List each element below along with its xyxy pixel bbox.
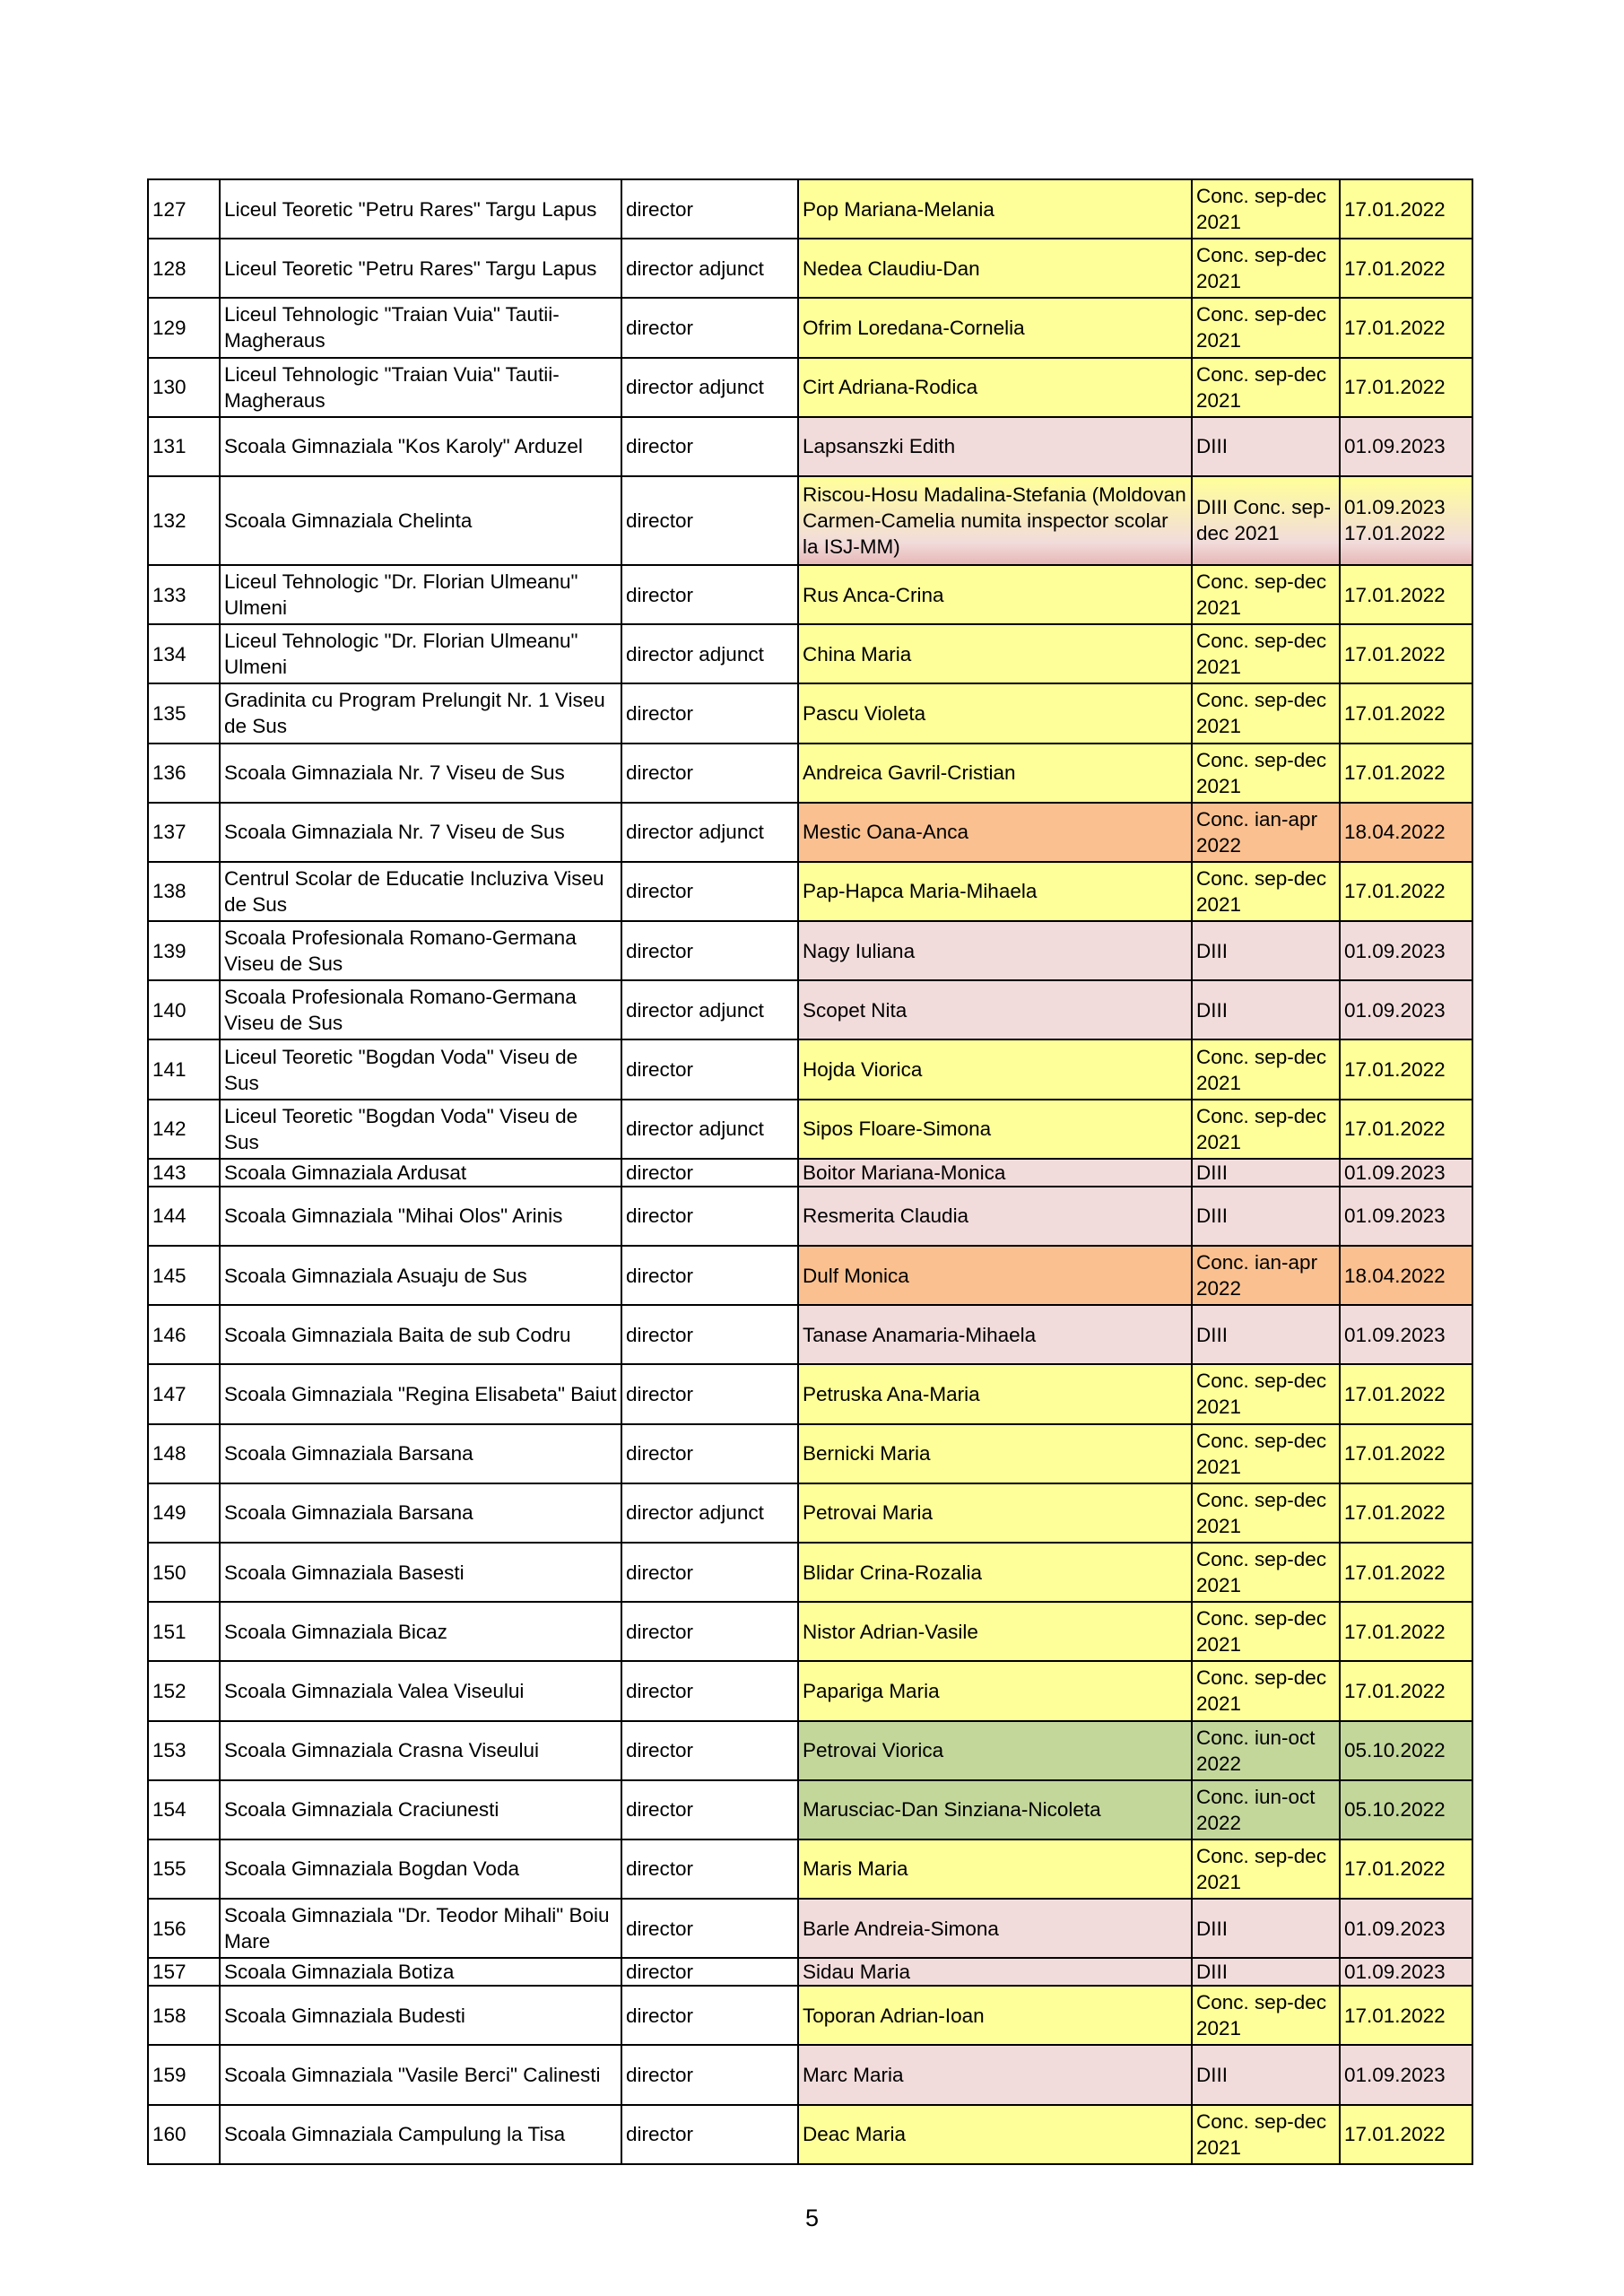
school-cell: Scoala Gimnaziala Barsana [220,1483,621,1543]
status-cell: Conc. ian-apr 2022 [1192,803,1340,862]
table-row [148,744,1472,803]
status-cell: DIII Conc. sep-dec 2021 [1192,476,1340,565]
table-row [148,179,1472,239]
person-name-cell: Nagy Iuliana [798,921,1192,980]
role-cell: director [621,1039,798,1099]
person-name-cell: Boitor Mariana-Monica [798,1159,1192,1187]
date-cell: 17.01.2022 [1340,744,1472,803]
table-row [148,921,1472,980]
school-cell: Liceul Tehnologic "Traian Vuia" Tautii-Magheraus [220,298,621,357]
date-cell: 17.01.2022 [1340,862,1472,921]
status-cell: Conc. sep-dec 2021 [1192,1100,1340,1159]
date-cell: 01.09.2023 [1340,1899,1472,1958]
date-cell: 01.09.2023 [1340,921,1472,980]
date-cell: 01.09.2023 [1340,1187,1472,1246]
row-number-cell: 155 [148,1839,220,1899]
date-cell: 17.01.2022 [1340,1483,1472,1543]
person-name-cell: Pap-Hapca Maria-Mihaela [798,862,1192,921]
school-cell: Scoala Gimnaziala "Dr. Teodor Mihali" Boiu Mare [220,1899,621,1958]
date-cell: 17.01.2022 [1340,1039,1472,1099]
table-row [148,1839,1472,1899]
role-cell: director [621,298,798,357]
school-cell: Scoala Gimnaziala Asuaju de Sus [220,1246,621,1305]
role-cell: director [621,179,798,239]
role-cell: director [621,1721,798,1780]
school-cell: Liceul Teoretic "Petru Rares" Targu Lapus [220,239,621,298]
row-number-cell: 131 [148,417,220,476]
status-cell: DIII [1192,1958,1340,1986]
school-cell: Scoala Gimnaziala Craciunesti [220,1780,621,1839]
status-cell: Conc. iun-oct 2022 [1192,1780,1340,1839]
date-cell: 01.09.2023 [1340,417,1472,476]
directors-table [147,178,1473,2165]
status-cell: Conc. sep-dec 2021 [1192,624,1340,683]
person-name-cell: Petruska Ana-Maria [798,1364,1192,1423]
status-cell: Conc. sep-dec 2021 [1192,862,1340,921]
date-cell: 17.01.2022 [1340,1602,1472,1661]
status-cell: Conc. sep-dec 2021 [1192,1661,1340,1720]
row-number-cell: 133 [148,565,220,624]
school-cell: Scoala Gimnaziala "Kos Karoly" Arduzel [220,417,621,476]
status-cell: Conc. sep-dec 2021 [1192,1839,1340,1899]
row-number-cell: 148 [148,1424,220,1483]
date-cell: 18.04.2022 [1340,803,1472,862]
status-cell: DIII [1192,1899,1340,1958]
row-number-cell: 145 [148,1246,220,1305]
school-cell: Liceul Teoretic "Bogdan Voda" Viseu de Sus [220,1039,621,1099]
school-cell: Scoala Gimnaziala Ardusat [220,1159,621,1187]
date-cell: 17.01.2022 [1340,1543,1472,1602]
status-cell: Conc. sep-dec 2021 [1192,239,1340,298]
person-name-cell: Marc Maria [798,2045,1192,2104]
person-name-cell: Tanase Anamaria-Mihaela [798,1305,1192,1364]
row-number-cell: 154 [148,1780,220,1839]
date-cell: 01.09.2023 [1340,980,1472,1039]
status-cell: Conc. ian-apr 2022 [1192,1246,1340,1305]
status-cell: DIII [1192,980,1340,1039]
person-name-cell: Marusciac-Dan Sinziana-Nicoleta [798,1780,1192,1839]
date-cell: 17.01.2022 [1340,1661,1472,1720]
person-name-cell: Barle Andreia-Simona [798,1899,1192,1958]
status-cell: DIII [1192,921,1340,980]
row-number-cell: 127 [148,179,220,239]
school-cell: Scoala Gimnaziala "Vasile Berci" Calinesti [220,2045,621,2104]
row-number-cell: 135 [148,683,220,743]
role-cell: director [621,1543,798,1602]
school-cell: Liceul Tehnologic "Traian Vuia" Tautii-Magheraus [220,358,621,417]
table-row [148,417,1472,476]
table-row [148,358,1472,417]
role-cell: director [621,565,798,624]
row-number-cell: 157 [148,1958,220,1986]
role-cell: director adjunct [621,980,798,1039]
status-cell: Conc. sep-dec 2021 [1192,179,1340,239]
date-cell: 01.09.2023 [1340,1958,1472,1986]
person-name-cell: Hojda Viorica [798,1039,1192,1099]
school-cell: Scoala Gimnaziala Valea Viseului [220,1661,621,1720]
status-cell: Conc. sep-dec 2021 [1192,298,1340,357]
table-row [148,803,1472,862]
school-cell: Scoala Gimnaziala Crasna Viseului [220,1721,621,1780]
role-cell: director [621,1187,798,1246]
row-number-cell: 134 [148,624,220,683]
table-row [148,1187,1472,1246]
person-name-cell: Resmerita Claudia [798,1187,1192,1246]
person-name-cell: Dulf Monica [798,1246,1192,1305]
role-cell: director [621,1839,798,1899]
status-cell: Conc. sep-dec 2021 [1192,565,1340,624]
status-cell: Conc. iun-oct 2022 [1192,1721,1340,1780]
table-row [148,239,1472,298]
date-cell: 17.01.2022 [1340,179,1472,239]
person-name-cell: Blidar Crina-Rozalia [798,1543,1192,1602]
role-cell: director [621,744,798,803]
row-number-cell: 156 [148,1899,220,1958]
date-cell: 17.01.2022 [1340,239,1472,298]
status-cell: Conc. sep-dec 2021 [1192,358,1340,417]
row-number-cell: 143 [148,1159,220,1187]
status-cell: DIII [1192,1159,1340,1187]
status-cell: Conc. sep-dec 2021 [1192,744,1340,803]
school-cell: Liceul Tehnologic "Dr. Florian Ulmeanu" Ulmeni [220,624,621,683]
table-row [148,1159,1472,1187]
person-name-cell: Ofrim Loredana-Cornelia [798,298,1192,357]
role-cell: director [621,1159,798,1187]
role-cell: director [621,1958,798,1986]
school-cell: Scoala Gimnaziala Baita de sub Codru [220,1305,621,1364]
person-name-cell: Andreica Gavril-Cristian [798,744,1192,803]
date-cell: 17.01.2022 [1340,1424,1472,1483]
table-row [148,862,1472,921]
role-cell: director [621,417,798,476]
date-cell: 18.04.2022 [1340,1246,1472,1305]
school-cell: Scoala Profesionala Romano-Germana Viseu de Sus [220,921,621,980]
person-name-cell: Pascu Violeta [798,683,1192,743]
row-number-cell: 153 [148,1721,220,1780]
role-cell: director adjunct [621,358,798,417]
date-cell: 05.10.2022 [1340,1721,1472,1780]
table-row [148,1305,1472,1364]
person-name-cell: Petrovai Viorica [798,1721,1192,1780]
date-cell: 01.09.2023 17.01.2022 [1340,476,1472,565]
date-cell: 01.09.2023 [1340,2045,1472,2104]
date-cell: 17.01.2022 [1340,2105,1472,2164]
row-number-cell: 130 [148,358,220,417]
school-cell: Scoala Gimnaziala Nr. 7 Viseu de Sus [220,744,621,803]
school-cell: Centrul Scolar de Educatie Incluziva Viseu de Sus [220,862,621,921]
table-row [148,1899,1472,1958]
row-number-cell: 160 [148,2105,220,2164]
table-row [148,624,1472,683]
table-row [148,1661,1472,1720]
status-cell: Conc. sep-dec 2021 [1192,683,1340,743]
person-name-cell: Toporan Adrian-Ioan [798,1986,1192,2045]
status-cell: DIII [1192,1305,1340,1364]
row-number-cell: 138 [148,862,220,921]
table-row [148,1958,1472,1986]
table-row [148,1602,1472,1661]
role-cell: director [621,2105,798,2164]
school-cell: Scoala Profesionala Romano-Germana Viseu de Sus [220,980,621,1039]
person-name-cell: Deac Maria [798,2105,1192,2164]
date-cell: 17.01.2022 [1340,1364,1472,1423]
role-cell: director [621,1602,798,1661]
date-cell: 17.01.2022 [1340,683,1472,743]
role-cell: director adjunct [621,1100,798,1159]
table-row [148,565,1472,624]
table-row [148,1543,1472,1602]
role-cell: director [621,476,798,565]
table-row [148,1364,1472,1423]
role-cell: director [621,683,798,743]
school-cell: Scoala Gimnaziala Bogdan Voda [220,1839,621,1899]
date-cell: 17.01.2022 [1340,298,1472,357]
status-cell: Conc. sep-dec 2021 [1192,1986,1340,2045]
row-number-cell: 128 [148,239,220,298]
person-name-cell: Petrovai Maria [798,1483,1192,1543]
table-row [148,2105,1472,2164]
role-cell: director [621,1780,798,1839]
table-row [148,298,1472,357]
status-cell: Conc. sep-dec 2021 [1192,1364,1340,1423]
school-cell: Liceul Teoretic "Petru Rares" Targu Lapus [220,179,621,239]
row-number-cell: 132 [148,476,220,565]
person-name-cell: Scopet Nita [798,980,1192,1039]
status-cell: Conc. sep-dec 2021 [1192,1424,1340,1483]
row-number-cell: 158 [148,1986,220,2045]
role-cell: director adjunct [621,1483,798,1543]
school-cell: Scoala Gimnaziala Basesti [220,1543,621,1602]
school-cell: Liceul Tehnologic "Dr. Florian Ulmeanu" Ulmeni [220,565,621,624]
status-cell: Conc. sep-dec 2021 [1192,1039,1340,1099]
role-cell: director [621,1246,798,1305]
status-cell: Conc. sep-dec 2021 [1192,2105,1340,2164]
date-cell: 17.01.2022 [1340,624,1472,683]
person-name-cell: Bernicki Maria [798,1424,1192,1483]
person-name-cell: Nedea Claudiu-Dan [798,239,1192,298]
table-row [148,2045,1472,2104]
date-cell: 01.09.2023 [1340,1305,1472,1364]
row-number-cell: 149 [148,1483,220,1543]
table-row [148,1483,1472,1543]
school-cell: Scoala Gimnaziala Budesti [220,1986,621,2045]
person-name-cell: Sidau Maria [798,1958,1192,1986]
row-number-cell: 141 [148,1039,220,1099]
role-cell: director adjunct [621,803,798,862]
date-cell: 17.01.2022 [1340,1839,1472,1899]
school-cell: Scoala Gimnaziala Nr. 7 Viseu de Sus [220,803,621,862]
person-name-cell: Mestic Oana-Anca [798,803,1192,862]
row-number-cell: 142 [148,1100,220,1159]
table-row [148,1424,1472,1483]
table-row [148,1100,1472,1159]
row-number-cell: 159 [148,2045,220,2104]
person-name-cell: Sipos Floare-Simona [798,1100,1192,1159]
table-row [148,476,1472,565]
table-row [148,980,1472,1039]
row-number-cell: 129 [148,298,220,357]
table-row [148,1721,1472,1780]
status-cell: DIII [1192,417,1340,476]
table-row [148,1780,1472,1839]
person-name-cell: Papariga Maria [798,1661,1192,1720]
date-cell: 17.01.2022 [1340,1100,1472,1159]
status-cell: Conc. sep-dec 2021 [1192,1602,1340,1661]
school-cell: Liceul Teoretic "Bogdan Voda" Viseu de Sus [220,1100,621,1159]
role-cell: director [621,921,798,980]
status-cell: DIII [1192,1187,1340,1246]
row-number-cell: 140 [148,980,220,1039]
role-cell: director [621,1986,798,2045]
table-row [148,1986,1472,2045]
row-number-cell: 144 [148,1187,220,1246]
role-cell: director [621,1364,798,1423]
person-name-cell: Maris Maria [798,1839,1192,1899]
role-cell: director [621,1661,798,1720]
school-cell: Scoala Gimnaziala Campulung la Tisa [220,2105,621,2164]
person-name-cell: Lapsanszki Edith [798,417,1192,476]
row-number-cell: 146 [148,1305,220,1364]
row-number-cell: 150 [148,1543,220,1602]
role-cell: director [621,862,798,921]
page-number: 5 [804,2205,820,2231]
role-cell: director [621,1305,798,1364]
school-cell: Scoala Gimnaziala Chelinta [220,476,621,565]
date-cell: 01.09.2023 [1340,1159,1472,1187]
table-row [148,683,1472,743]
school-cell: Gradinita cu Program Prelungit Nr. 1 Viseu de Sus [220,683,621,743]
person-name-cell: Nistor Adrian-Vasile [798,1602,1192,1661]
row-number-cell: 147 [148,1364,220,1423]
date-cell: 17.01.2022 [1340,1986,1472,2045]
date-cell: 05.10.2022 [1340,1780,1472,1839]
person-name-cell: Pop Mariana-Melania [798,179,1192,239]
school-cell: Scoala Gimnaziala "Regina Elisabeta" Baiut [220,1364,621,1423]
person-name-cell: Rus Anca-Crina [798,565,1192,624]
role-cell: director adjunct [621,624,798,683]
status-cell: Conc. sep-dec 2021 [1192,1543,1340,1602]
person-name-cell: Riscou-Hosu Madalina-Stefania (Moldovan Carmen-Camelia numita inspector scolar la ISJ-MM) [798,476,1192,565]
status-cell: DIII [1192,2045,1340,2104]
person-name-cell: Cirt Adriana-Rodica [798,358,1192,417]
person-name-cell: China Maria [798,624,1192,683]
role-cell: director [621,1424,798,1483]
table-row [148,1246,1472,1305]
row-number-cell: 139 [148,921,220,980]
school-cell: Scoala Gimnaziala "Mihai Olos" Arinis [220,1187,621,1246]
school-cell: Scoala Gimnaziala Barsana [220,1424,621,1483]
school-cell: Scoala Gimnaziala Bicaz [220,1602,621,1661]
role-cell: director [621,1899,798,1958]
row-number-cell: 137 [148,803,220,862]
table-row [148,1039,1472,1099]
role-cell: director [621,2045,798,2104]
date-cell: 17.01.2022 [1340,565,1472,624]
table-body [148,179,1472,2164]
role-cell: director adjunct [621,239,798,298]
date-cell: 17.01.2022 [1340,358,1472,417]
row-number-cell: 136 [148,744,220,803]
row-number-cell: 152 [148,1661,220,1720]
school-cell: Scoala Gimnaziala Botiza [220,1958,621,1986]
row-number-cell: 151 [148,1602,220,1661]
status-cell: Conc. sep-dec 2021 [1192,1483,1340,1543]
